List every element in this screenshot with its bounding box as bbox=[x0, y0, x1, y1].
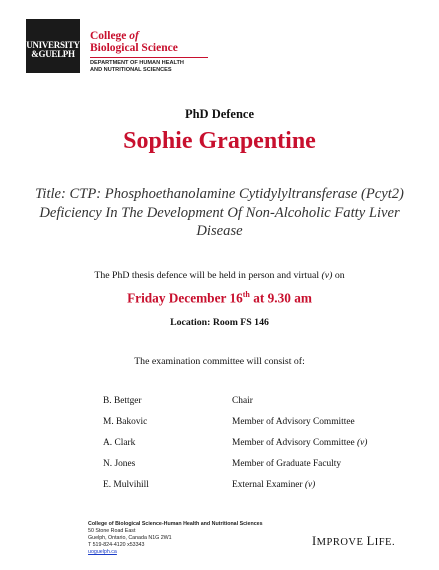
member-name: N. Jones bbox=[103, 459, 136, 469]
member-role: Chair bbox=[232, 396, 253, 406]
footer-contact bbox=[88, 521, 263, 556]
committee-member bbox=[103, 396, 423, 410]
committee-member bbox=[103, 459, 423, 473]
logo-line-1: UNIVERSITY bbox=[26, 40, 80, 50]
date-suffix: at 9.30 am bbox=[249, 290, 312, 306]
member-virtual: (v) bbox=[304, 480, 316, 490]
logo-line-2: &GUELPH bbox=[31, 49, 75, 59]
committee-member bbox=[103, 480, 423, 494]
defence-date bbox=[0, 290, 439, 306]
member-name: E. Mulvihill bbox=[103, 480, 149, 490]
member-name: M. Bakovic bbox=[103, 417, 148, 427]
member-name: B. Bettger bbox=[103, 396, 142, 406]
intro-virtual-marker: (v) bbox=[321, 270, 333, 281]
candidate-name: Sophie Grapentine bbox=[123, 128, 316, 154]
defence-location: Location: Room FS 146 bbox=[170, 317, 269, 328]
member-role: External Examiner bbox=[232, 480, 303, 490]
member-name: A. Clark bbox=[103, 438, 136, 448]
department-line-1: DEPARTMENT OF HUMAN HEALTH bbox=[90, 60, 184, 66]
page-heading: PhD Defence bbox=[184, 107, 255, 121]
committee-member bbox=[103, 417, 423, 431]
footer-website-link[interactable]: uoguelph.ca bbox=[88, 549, 117, 555]
committee-member bbox=[103, 438, 423, 452]
defence-intro bbox=[0, 270, 439, 281]
college-subtitle: Biological Science bbox=[90, 42, 178, 54]
member-role: Member of Advisory Committee bbox=[232, 417, 355, 427]
department-line-2: AND NUTRITIONAL SCIENCES bbox=[90, 67, 172, 73]
intro-end: on bbox=[334, 270, 345, 281]
college-word: College bbox=[90, 30, 127, 42]
footer-address-2: Guelph, Ontario, Canada N1G 2W1 bbox=[88, 535, 172, 541]
date-prefix: Friday December 16 bbox=[127, 290, 243, 306]
footer-phone: T 519-824-4120 x53343 bbox=[88, 542, 145, 548]
member-role: Member of Advisory Committee bbox=[232, 438, 355, 448]
department-name bbox=[90, 60, 184, 74]
thesis-title: Title: CTP: Phosphoethanolamine Cytidylyltransferase (Pcyt2) Deficiency In The Development Of Non-Alcoholic Fatty Liver Disease bbox=[35, 186, 404, 239]
intro-text: The PhD thesis defence will be held in person and virtual bbox=[94, 270, 320, 281]
date-sup: th bbox=[242, 290, 250, 299]
footer-address-1: 50 Stone Road East bbox=[88, 528, 136, 534]
college-of: of bbox=[129, 30, 139, 42]
college-name bbox=[90, 30, 178, 54]
footer-title: College of Biological Science-Human Health and Nutritional Sciences bbox=[88, 521, 263, 527]
member-role: Member of Graduate Faculty bbox=[232, 459, 342, 469]
committee-intro: The examination committee will consist of: bbox=[134, 356, 305, 367]
college-divider bbox=[90, 57, 208, 58]
tagline: IMPROVE LIFE. bbox=[312, 534, 396, 548]
university-logo bbox=[26, 19, 80, 73]
member-virtual: (v) bbox=[356, 438, 368, 448]
